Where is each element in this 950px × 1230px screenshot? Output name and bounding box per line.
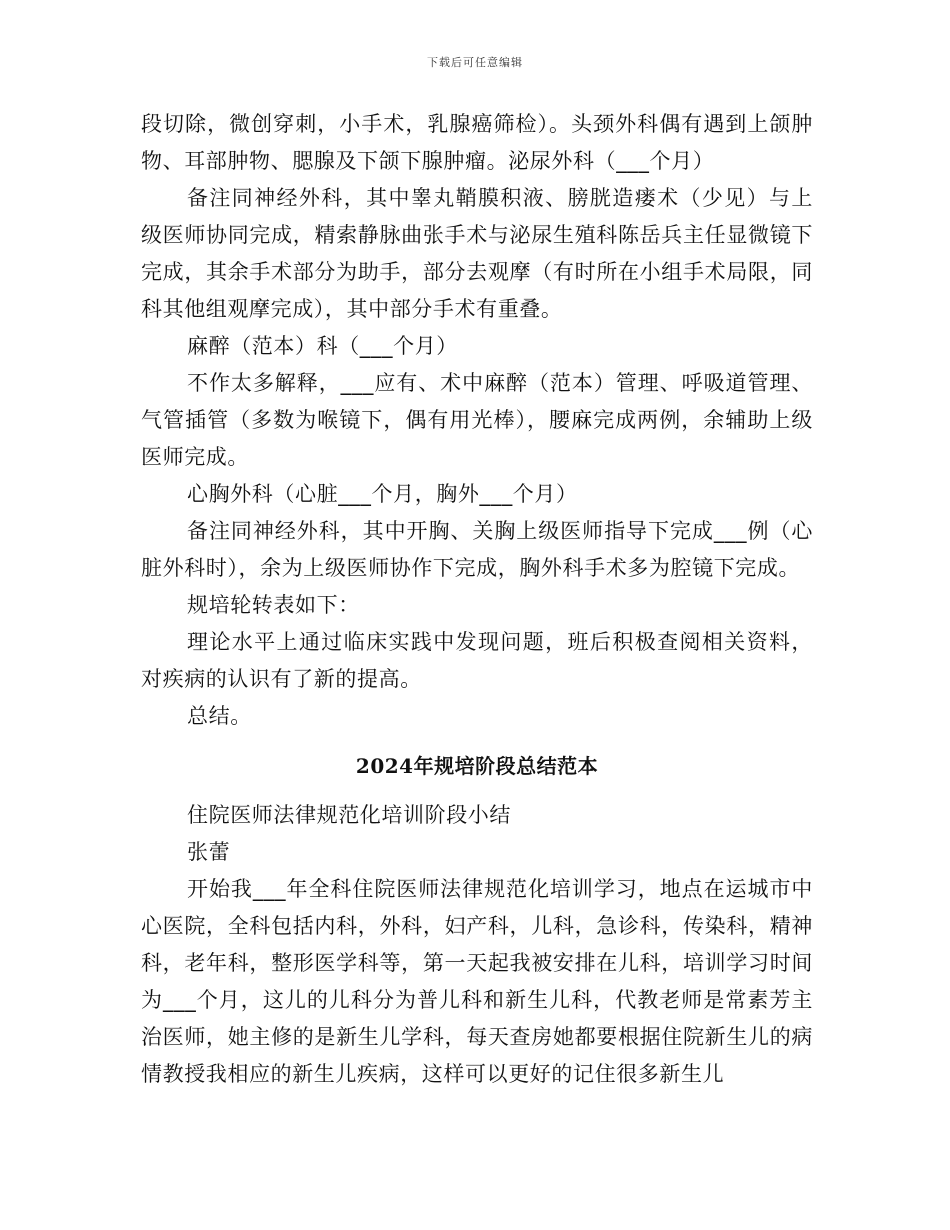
subtitle: 住院医师法律规范化培训阶段小结 — [187, 803, 511, 827]
paragraph: 开始我___年全科住院医师法律规范化培训学习，地点在运城市中心医院，全科包括内科，外科，妇产科，儿科，急诊科，传染科，精神科，老年科，整形医学科等，第一天起我被安排在儿科，培训学习时间为___个月，这儿的儿科分为普儿科和新生儿科，代教老师是常素芳主治医师，她主修的是新生儿学科，每天查房她都要根据住院新生儿的病情教授我相应的新生儿疾病，这样可以更好的记住很多新生儿 — [141, 877, 813, 1086]
paragraph: 规培轮转表如下： — [187, 593, 360, 617]
document-body — [141, 106, 813, 1093]
paragraph: 备注同神经外科，其中开胸、关胸上级医师指导下完成___例（心脏外科时），余为上级医师协作下完成，胸外科手术多为腔镜下完成。 — [141, 519, 813, 580]
paragraph: 备注同神经外科，其中睾丸鞘膜积液、膀胱造瘘术（少见）与上级医师协同完成，精索静脉曲张手术与泌尿生殖科陈岳兵主任显微镜下完成，其余手术部分为助手，部分去观摩（有时所在小组手术局限，同科其他组观摩完成），其中部分手术有重叠。 — [141, 186, 813, 321]
paragraph: 理论水平上通过临床实践中发现问题，班后积极查阅相关资料，对疾病的认识有了新的提高。 — [141, 630, 813, 691]
paragraph: 总结。 — [187, 704, 252, 728]
paragraph: 段切除，微创穿刺，小手术，乳腺癌筛检）。头颈外科偶有遇到上颌肿物、耳部肿物、腮腺及下颌下腺肿瘤。泌尿外科（___个月） — [141, 112, 813, 173]
document-title: 2024年规培阶段总结范本 — [355, 754, 599, 778]
paragraph: 不作太多解释，___应有、术中麻醉（范本）管理、呼吸道管理、气管插管（多数为喉镜下，偶有用光棒），腰麻完成两例，余辅助上级医师完成。 — [141, 371, 813, 469]
section-heading: 心胸外科（心脏___个月，胸外___个月） — [187, 482, 578, 506]
author-name: 张蕾 — [187, 840, 231, 864]
section-heading: 麻醉（范本）科（___个月） — [187, 334, 458, 358]
page-header: 下载后可任意编辑 — [427, 56, 523, 69]
